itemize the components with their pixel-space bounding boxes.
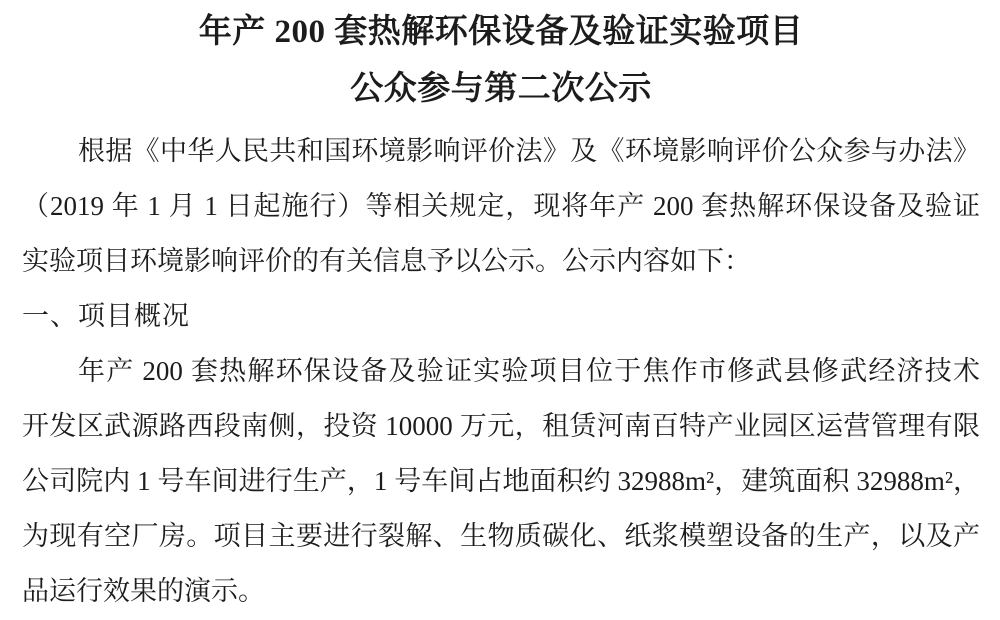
paragraph2-line3: 公司院内 1 号车间进行生产，1 号车间占地面积约 32988m²，建筑面积 32988m²， bbox=[22, 466, 980, 496]
paragraph1-line1: 根据《中华人民共和国环境影响评价法》及《环境影响评价公众参与办法》 bbox=[78, 136, 980, 166]
title-line-2: 公众参与第二次公示 bbox=[350, 71, 652, 107]
paragraph2-line2: 开发区武源路西段南侧，投资 10000 万元，租赁河南百特产业园区运营管理有限 bbox=[22, 411, 980, 441]
document-body bbox=[22, 124, 980, 619]
document-title bbox=[22, 4, 980, 118]
paragraph1-line3: 实验项目环境影响评价的有关信息予以公示。公示内容如下： bbox=[22, 246, 751, 276]
paragraph2-line4: 为现有空厂房。项目主要进行裂解、生物质碳化、纸浆模塑设备的生产，以及产 bbox=[22, 521, 980, 551]
title-line-1: 年产 200 套热解环保设备及验证实验项目 bbox=[198, 14, 804, 50]
paragraph2-line1: 年产 200 套热解环保设备及验证实验项目位于焦作市修武县修武经济技术 bbox=[78, 356, 980, 386]
section-heading-project-overview: 一、项目概况 bbox=[22, 301, 190, 331]
paragraph2-line5: 品运行效果的演示。 bbox=[22, 576, 265, 606]
paragraph1-line2: （2019 年 1 月 1 日起施行）等相关规定，现将年产 200 套热解环保设备及验证 bbox=[22, 191, 980, 221]
